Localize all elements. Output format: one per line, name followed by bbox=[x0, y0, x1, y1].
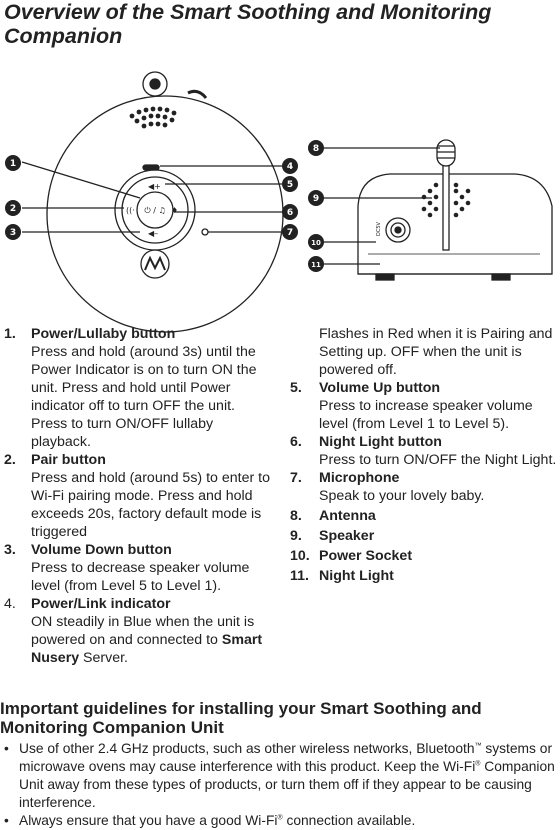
svg-text:♦: ♦ bbox=[171, 206, 179, 215]
callout-1 bbox=[5, 155, 21, 171]
bullet-text: Use of other 2.4 GHz products, such as other wireless networks, Bluetooth bbox=[19, 741, 475, 756]
part-name: Antenna bbox=[319, 508, 376, 524]
svg-text:3: 3 bbox=[9, 228, 17, 238]
bullet-icon: • bbox=[4, 741, 9, 756]
part-name: Volume Down button bbox=[31, 542, 172, 558]
guidelines-list bbox=[0, 740, 560, 830]
part-number: 9. bbox=[290, 528, 302, 544]
svg-text:◀–: ◀– bbox=[148, 229, 159, 238]
callout-6 bbox=[282, 204, 298, 220]
bullet-text: Companion Unit away from these types of products, or turn them off if they appear to be causing interference. bbox=[19, 759, 555, 810]
callout-5 bbox=[282, 176, 298, 192]
play-button-label: ⏻ / ♫ bbox=[144, 206, 166, 215]
part-name: Power/Link indicator bbox=[31, 596, 171, 612]
part-item-continued bbox=[290, 325, 560, 379]
bullet-icon: • bbox=[4, 813, 9, 828]
part-item bbox=[290, 507, 560, 525]
page-title: Overview of the Smart Soothing and Monitoring Companion bbox=[4, 0, 492, 48]
part-number: 7. bbox=[290, 470, 302, 486]
svg-text:9: 9 bbox=[312, 194, 320, 204]
svg-text:10: 10 bbox=[311, 239, 321, 247]
svg-text:8: 8 bbox=[312, 144, 320, 154]
part-description: Speak to your lovely baby. bbox=[319, 488, 485, 504]
part-number: 1. bbox=[4, 326, 16, 342]
callout-11 bbox=[308, 256, 324, 272]
bullet-text: Always ensure that you have a good Wi-Fi bbox=[19, 813, 278, 828]
bullet-text: systems or microwave ovens may cause interference with this product. Keep the Wi-Fi bbox=[19, 741, 553, 774]
part-description: Press to increase speaker volume level (from Level 1 to Level 5). bbox=[319, 398, 533, 432]
part-item bbox=[290, 527, 560, 545]
part-item bbox=[290, 567, 560, 585]
list-item bbox=[0, 740, 560, 812]
svg-text:7: 7 bbox=[286, 228, 294, 238]
part-item bbox=[290, 547, 560, 565]
bullet-text: connection available. bbox=[282, 813, 416, 828]
part-name: Night Light bbox=[319, 568, 394, 584]
part-name: Pair button bbox=[31, 452, 106, 468]
part-number: 11. bbox=[290, 568, 309, 584]
callout-9 bbox=[308, 190, 324, 206]
callout-4 bbox=[282, 158, 298, 174]
part-description: Press and hold (around 5s) to enter to Wi-Fi pairing mode. Press and hold exceeds 20s, factory default mode is triggered bbox=[31, 470, 270, 540]
part-number: 2. bbox=[4, 452, 16, 468]
part-item bbox=[4, 325, 272, 451]
part-name: Night Light button bbox=[319, 434, 442, 450]
part-item bbox=[290, 469, 560, 505]
part-item bbox=[290, 433, 560, 469]
part-item bbox=[290, 379, 560, 433]
part-description: Press and hold (around 3s) until the Power Indicator is on to turn ON the unit. Press and hold until Power indicator off to turn OFF the unit. Press to turn ON/OFF lullaby playback. bbox=[31, 344, 257, 450]
part-number: 4. bbox=[4, 596, 16, 612]
svg-text:2: 2 bbox=[9, 204, 17, 214]
svg-text:((·: ((· bbox=[126, 206, 135, 215]
part-item bbox=[4, 595, 272, 667]
part-number: 5. bbox=[290, 380, 302, 396]
svg-text:◀+: ◀+ bbox=[148, 182, 161, 191]
registered-mark: ® bbox=[475, 760, 481, 768]
callout-2 bbox=[5, 200, 21, 216]
parts-list-left bbox=[4, 325, 272, 667]
logo-badge bbox=[141, 250, 169, 278]
list-item bbox=[0, 812, 560, 830]
callout-3 bbox=[5, 224, 21, 240]
socket-label: DC5V bbox=[376, 222, 382, 236]
callout-10 bbox=[308, 234, 324, 250]
part-number: 6. bbox=[290, 434, 302, 450]
part-description: Press to decrease speaker volume level (from Level 5 to Level 1). bbox=[31, 560, 250, 594]
part-description: Press to turn ON/OFF the Night Light. bbox=[319, 452, 557, 468]
svg-text:5: 5 bbox=[286, 180, 294, 190]
part-name: Microphone bbox=[319, 470, 400, 486]
part-number: 3. bbox=[4, 542, 16, 558]
part-number: 8. bbox=[290, 508, 302, 524]
svg-text:6: 6 bbox=[286, 208, 294, 218]
speaker-grille-top bbox=[130, 107, 177, 129]
svg-text:11: 11 bbox=[311, 261, 321, 269]
parts-list-right bbox=[290, 325, 560, 585]
callout-8 bbox=[308, 140, 324, 156]
part-description: Flashes in Red when it is Pairing and Setting up. OFF when the unit is powered off. bbox=[319, 326, 553, 378]
part-item bbox=[4, 541, 272, 595]
trademark-mark: ™ bbox=[474, 742, 482, 750]
part-description-text: Server. bbox=[79, 650, 128, 666]
part-name: Speaker bbox=[319, 528, 375, 544]
product-illustration bbox=[9, 66, 560, 306]
svg-text:1: 1 bbox=[9, 159, 17, 169]
part-name: Volume Up button bbox=[319, 380, 441, 396]
part-number: 10. bbox=[290, 548, 310, 564]
part-item bbox=[4, 451, 272, 541]
registered-mark: ® bbox=[277, 814, 283, 822]
callout-7 bbox=[282, 224, 298, 240]
part-description bbox=[31, 613, 272, 667]
part-description-text: ON steadily in Blue when the unit is powered on and connected to bbox=[31, 614, 255, 648]
part-name: Power/Lullaby button bbox=[31, 326, 176, 342]
guidelines-heading: Important guidelines for installing your Smart Soothing and Monitoring Companion Unit bbox=[0, 699, 482, 737]
svg-text:4: 4 bbox=[286, 162, 294, 172]
part-name: Power Socket bbox=[319, 548, 413, 564]
server-name: Smart Nusery bbox=[31, 632, 263, 666]
product-diagram bbox=[9, 66, 560, 306]
